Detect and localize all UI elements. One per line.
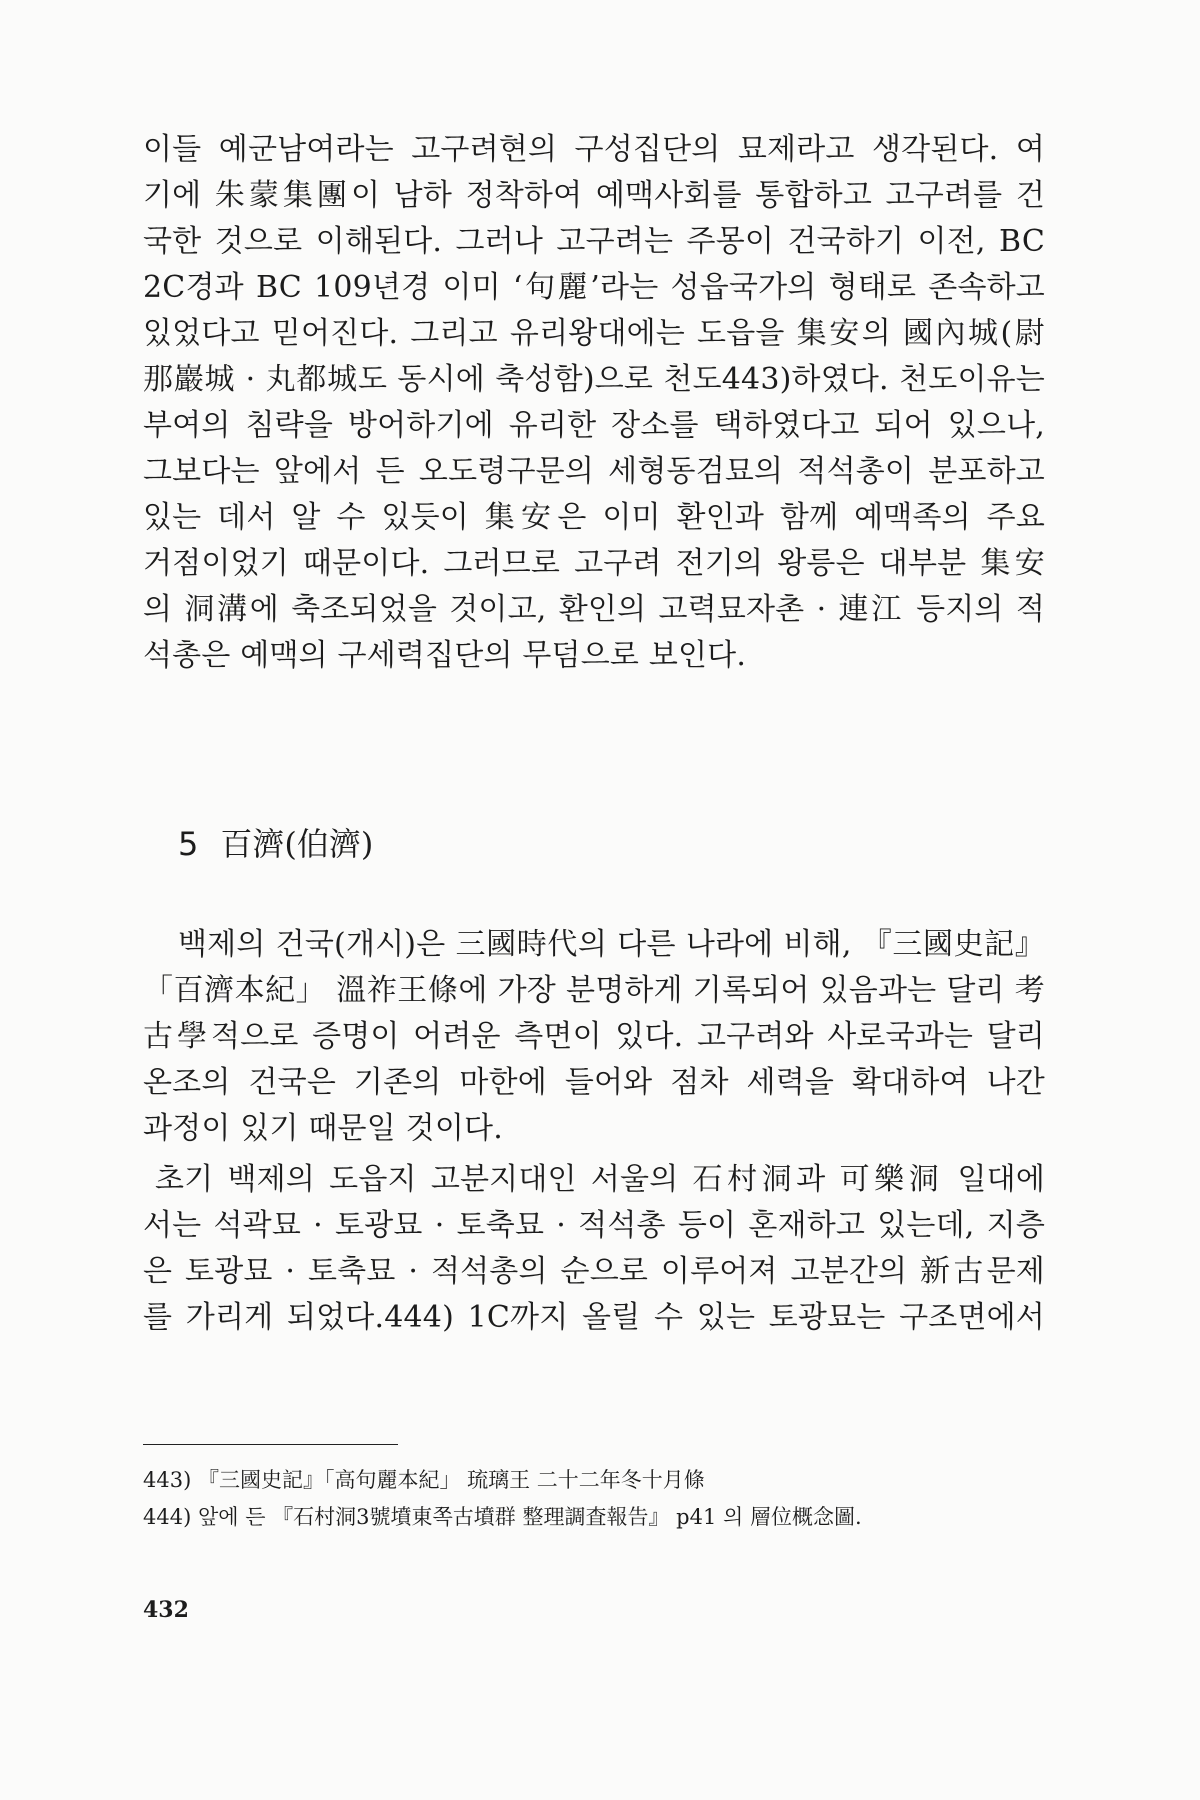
text-line: 석총은 예맥의 구세력집단의 무덤으로 보인다.	[143, 638, 747, 673]
footnote-divider	[143, 1444, 398, 1445]
section-number: 5	[178, 825, 199, 863]
text-line: 의 洞溝에 축조되었을 것이고, 환인의 고력묘자촌 · 連江 등지의 적	[143, 592, 1045, 627]
text-line: 기에 朱蒙集團이 남하 정착하여 예맥사회를 통합하고 고구려를 건	[143, 178, 1045, 213]
text-line: 2C경과 BC 109년경 이미 ‘句麗’라는 성읍국가의 형태로 존속하고	[143, 270, 1045, 305]
page-number: 432	[143, 1597, 189, 1623]
text-line: 초기 백제의 도읍지 고분지대인 서울의 石村洞과 可樂洞 일대에	[155, 1162, 1045, 1197]
text-line: 古學적으로 증명이 어려운 측면이 있다. 고구려와 사로국과는 달리	[143, 1019, 1045, 1054]
text-line: 백제의 건국(개시)은 三國時代의 다른 나라에 비해, 『三國史記』	[178, 927, 1045, 962]
text-line: 과정이 있기 때문일 것이다.	[143, 1111, 503, 1146]
text-line: 그보다는 앞에서 든 오도령구문의 세형동검묘의 적석총이 분포하고	[143, 454, 1045, 489]
text-line: 부여의 침략을 방어하기에 유리한 장소를 택하였다고 되어 있으나,	[143, 408, 1045, 443]
section-title: 百濟(伯濟)	[220, 825, 374, 863]
text-line: 있는 데서 알 수 있듯이 集安은 이미 환인과 함께 예맥족의 주요	[143, 500, 1045, 535]
text-line: 那巖城 · 丸都城도 동시에 축성함)으로 천도443)하였다. 천도이유는	[143, 362, 1045, 397]
text-line: 거점이었기 때문이다. 그러므로 고구려 전기의 왕릉은 대부분 集安	[143, 546, 1045, 581]
footnote-443: 443) 『三國史記』「高句麗本紀」 琉璃王 二十二年冬十月條	[143, 1468, 705, 1492]
footnote-444: 444) 앞에 든 『石村洞3號墳東쪽古墳群 整理調査報告』 p41 의 層位概念圖.	[143, 1505, 862, 1529]
text-line: 「百濟本紀」 溫祚王條에 가장 분명하게 기록되어 있음과는 달리 考	[143, 973, 1045, 1008]
section-heading	[178, 823, 373, 865]
text-line: 있었다고 믿어진다. 그리고 유리왕대에는 도읍을 集安의 國內城(尉	[143, 316, 1045, 351]
text-line: 서는 석곽묘 · 토광묘 · 토축묘 · 적석총 등이 혼재하고 있는데, 지층	[143, 1208, 1045, 1243]
text-line: 이들 예군남여라는 고구려현의 구성집단의 묘제라고 생각된다. 여	[143, 132, 1045, 167]
text-line: 를 가리게 되었다.444) 1C까지 올릴 수 있는 토광묘는 구조면에서	[143, 1300, 1045, 1335]
text-line: 은 토광묘 · 토축묘 · 적석총의 순으로 이루어져 고분간의 新古문제	[143, 1254, 1045, 1289]
text-line: 국한 것으로 이해된다. 그러나 고구려는 주몽이 건국하기 이전, BC	[143, 224, 1045, 259]
text-line: 온조의 건국은 기존의 마한에 들어와 점차 세력을 확대하여 나간	[143, 1065, 1045, 1100]
